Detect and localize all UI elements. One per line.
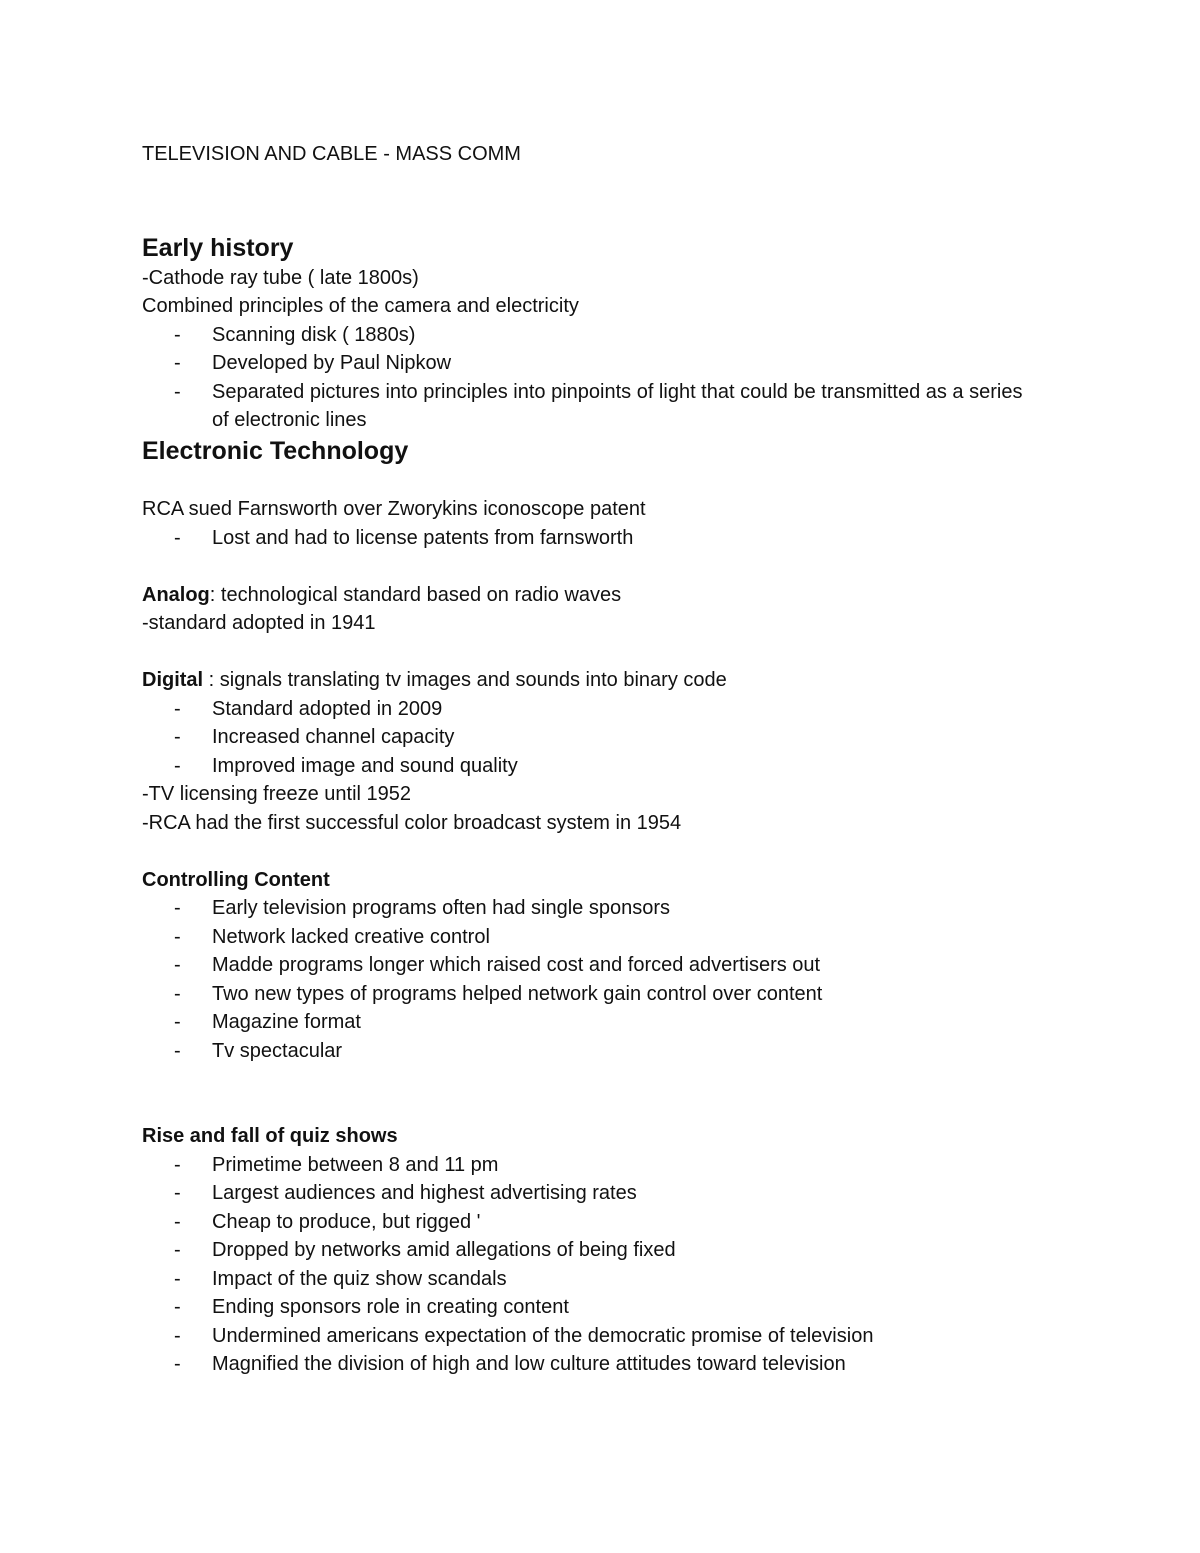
list-item-text: Early television programs often had single sponsors [212, 897, 671, 919]
bullet-list-digital [142, 695, 1042, 781]
document-title: TELEVISION AND CABLE - MASS COMM [142, 143, 521, 165]
dash-bullet: - [174, 380, 181, 403]
heading-early-history: Early history [142, 233, 294, 262]
dash-bullet: - [174, 1324, 181, 1347]
list-item-text: Scanning disk ( 1880s) [212, 323, 416, 346]
text-line: RCA sued Farnsworth over Zworykins iconoscope patent [142, 498, 646, 520]
list-item [142, 894, 1042, 923]
dash-bullet: - [174, 1239, 181, 1261]
list-item-text: Lost and had to license patents from farnsworth [212, 526, 634, 549]
analog-term: Analog [142, 583, 210, 606]
dash-bullet: - [174, 1353, 181, 1375]
dash-bullet: - [174, 982, 181, 1005]
text-line: Combined principles of the camera and electricity [142, 295, 579, 317]
list-item [142, 1322, 1042, 1351]
list-item [142, 349, 1042, 378]
list-item [142, 321, 1042, 350]
list-item-text: Developed by Paul Nipkow [212, 352, 452, 374]
list-item [142, 923, 1042, 952]
list-item-text: Cheap to produce, but rigged ' [212, 1210, 481, 1233]
digital-definition [142, 666, 1042, 695]
spacer [142, 638, 1042, 667]
dash-bullet: - [174, 1267, 181, 1290]
digital-definition-text: : signals translating tv images and sounds into binary code [203, 669, 727, 691]
list-item-text: Tv spectacular [212, 1039, 343, 1062]
dash-bullet: - [174, 897, 181, 919]
dash-bullet: - [174, 1210, 181, 1233]
list-item-text: Two new types of programs helped network gain control over content [212, 982, 823, 1005]
spacer [142, 1065, 1042, 1122]
list-item [142, 524, 1042, 553]
list-item [142, 1179, 1042, 1208]
list-item [142, 1293, 1042, 1322]
text-line: -Cathode ray tube ( late 1800s) [142, 266, 419, 289]
dash-bullet: - [174, 726, 181, 748]
list-item [142, 723, 1042, 752]
text-line: -TV licensing freeze until 1952 [142, 783, 412, 805]
list-item-text: Magazine format [212, 1011, 361, 1033]
list-item [142, 1008, 1042, 1037]
list-item-text: Increased channel capacity [212, 726, 455, 748]
list-item [142, 1037, 1042, 1066]
dash-bullet: - [174, 1153, 181, 1176]
bullet-list-electronic-technology [142, 524, 1042, 553]
dash-bullet: - [174, 526, 181, 549]
list-item-text: Ending sponsors role in creating content [212, 1296, 569, 1318]
list-item [142, 752, 1042, 781]
spacer [142, 552, 1042, 581]
list-item [142, 980, 1042, 1009]
analog-definition [142, 581, 1042, 610]
analog-definition-text: : technological standard based on radio waves [209, 583, 622, 606]
spacer [142, 467, 1042, 496]
list-item-text: Network lacked creative control [212, 925, 490, 948]
list-item [142, 695, 1042, 724]
list-item [142, 1265, 1042, 1294]
dash-bullet: - [174, 954, 181, 976]
list-item-text: Dropped by networks amid allegations of being fixed [212, 1239, 676, 1261]
dash-bullet: - [174, 754, 181, 777]
heading-quiz-shows: Rise and fall of quiz shows [142, 1125, 398, 1147]
list-item [142, 1236, 1042, 1265]
list-item-text: Improved image and sound quality [212, 754, 518, 777]
dash-bullet: - [174, 1296, 181, 1318]
list-item-text: Primetime between 8 and 11 pm [212, 1153, 499, 1176]
heading-controlling-content: Controlling Content [142, 868, 330, 891]
dash-bullet: - [174, 697, 181, 720]
list-item-text: Magnified the division of high and low culture attitudes toward television [212, 1353, 846, 1375]
list-item [142, 1350, 1042, 1379]
list-item [142, 1151, 1042, 1180]
list-item-text: Standard adopted in 2009 [212, 697, 443, 720]
list-item [142, 951, 1042, 980]
text-line: -RCA had the first successful color broadcast system in 1954 [142, 811, 682, 834]
list-item [142, 1208, 1042, 1237]
list-item-text: Separated pictures into principles into pinpoints of light that could be transmitted as a series of electronic lines [212, 380, 1023, 431]
dash-bullet: - [174, 925, 181, 948]
list-item-text: Madde programs longer which raised cost and forced advertisers out [212, 954, 821, 976]
bullet-list-controlling-content [142, 894, 1042, 1065]
dash-bullet: - [174, 1039, 181, 1062]
text-line: -standard adopted in 1941 [142, 612, 376, 634]
bullet-list-early-history [142, 321, 1042, 435]
dash-bullet: - [174, 352, 181, 374]
list-item [142, 378, 1042, 435]
heading-electronic-technology: Electronic Technology [142, 436, 409, 465]
digital-term: Digital [142, 669, 204, 691]
document-body [142, 140, 1042, 1379]
dash-bullet: - [174, 1011, 181, 1033]
dash-bullet: - [174, 323, 181, 346]
list-item-text: Undermined americans expectation of the democratic promise of television [212, 1324, 874, 1347]
dash-bullet: - [174, 1182, 181, 1204]
list-item-text: Impact of the quiz show scandals [212, 1267, 507, 1290]
spacer [142, 837, 1042, 866]
bullet-list-quiz-shows [142, 1151, 1042, 1379]
list-item-text: Largest audiences and highest advertising rates [212, 1182, 637, 1204]
